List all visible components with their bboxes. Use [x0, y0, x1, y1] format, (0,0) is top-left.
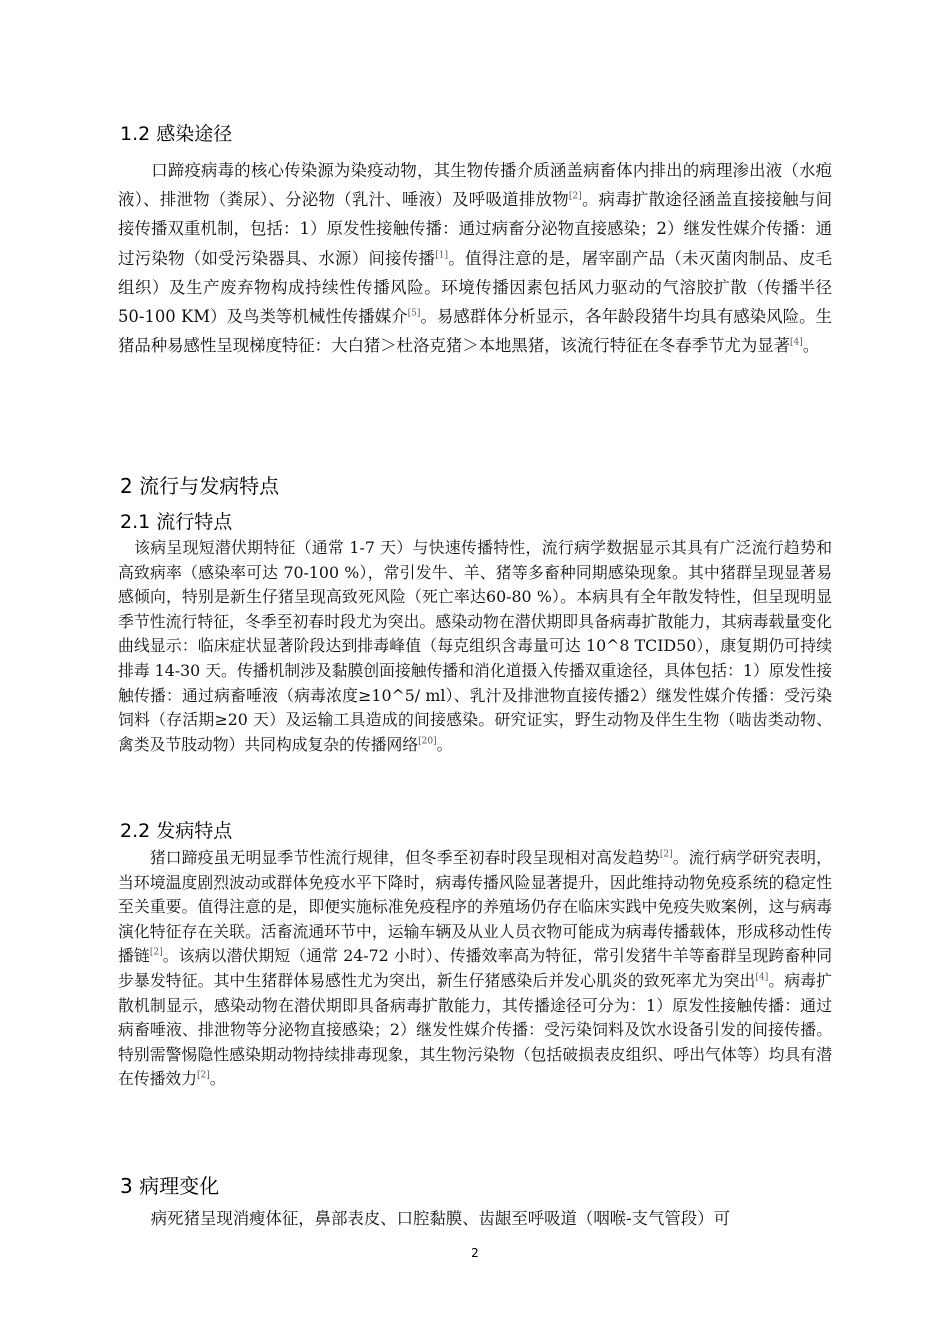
text-run: 。值得注意的是，屠宰副产品（未灭菌肉制品、皮毛组织）及生产废弃物构成持续性传播风险。环境传播因素包括风力驱动的气溶胶扩散（传播半径 50-100 KM）及鸟类等机械性传播媒介: [118, 248, 833, 327]
section-1-2-heading: 1.2 感染途径: [120, 123, 233, 145]
citation-marker: [1]: [435, 250, 448, 261]
text-run: 。病毒扩散机制显示，感染动物在潜伏期即具备病毒扩散能力，其传播途径可分为：1）原发性接触传播：通过病畜唾液、排泄物等分泌物直接感染；2）继发性媒介传播：受污染饲料及饮水设备引发的间接传播。特别需警惕隐性感染期动物持续排毒现象，其生物污染物（包括破损表皮组织、呼出气体等）均具有潜在传播效力: [118, 970, 832, 1089]
text-run: 该病呈现短潜伏期特征（通常 1-7 天）与快速传播特性，流行病学数据显示其具有广泛流行趋势和高致病率（感染率可达 70-100 %），常引发牛、羊、猪等多畜种同期感染现象。其中猪群呈现显著易感倾向，特别是新生仔猪呈现高致死风险（死亡率达60-80 %）。本病具有全年散发特性，但呈现明显季节性流行特征，冬季至初春时段尤为突出。感染动物在潜伏期即具备病毒扩散能力，其病毒载量变化曲线显示：临床症状显著阶段达到排毒峰值（每克组织含毒量可达 10^8 TCID50），康复期仍可持续排毒 14-30 天。传播机制涉及黏膜创面接触传播和消化道摄入传播双重途径，具体包括：1）原发性接触传播：通过病畜唾液（病毒浓度≥10^5/ ml）、乳汁及排泄物直接传播2）继发性媒介传播：受污染饲料（存活期≥20 天）及运输工具造成的间接感染。研究证实，野生动物及伴生生物（啮齿类动物、禽类及节肢动物）共同构成复杂的传播网络: [118, 538, 832, 754]
section-2-1-paragraph: [118, 536, 832, 757]
text-run: 。: [802, 336, 820, 356]
citation-marker: [4]: [755, 972, 769, 983]
section-2-2-paragraph: [118, 846, 832, 1092]
page-number: 2: [471, 1246, 479, 1260]
section-2-2-heading: 2.2 发病特点: [120, 820, 233, 842]
section-1-2-paragraph: [118, 156, 832, 360]
text-run: 口蹄疫病毒的核心传染源为染疫动物，其生物传播介质涵盖病畜体内排出的病理渗出液（水疱液）、排泄物（粪尿）、分泌物（乳汁、唾液）及呼吸道排放物: [118, 161, 832, 210]
citation-marker: [5]: [407, 308, 421, 319]
text-run: 猪口蹄疫虽无明显季节性流行规律，但冬季至初春时段呈现相对高发趋势: [118, 848, 660, 867]
text-run: 。该病以潜伏期短（通常 24-72 小时）、传播效率高为特征，常引发猪牛羊等畜群呈现跨畜种同步暴发特征。其中生猪群体易感性尤为突出，新生仔猪感染后并发心肌炎的致死率尤为突出: [118, 946, 832, 990]
citation-marker: [4]: [790, 337, 803, 348]
section-2-heading: 2 流行与发病特点: [120, 474, 280, 498]
text-run: 。: [436, 734, 453, 754]
section-2-1-heading: 2.1 流行特点: [120, 511, 233, 533]
citation-marker: [2]: [197, 1071, 210, 1082]
text-run: 。: [209, 1069, 226, 1089]
text-run: 。易感群体分析显示，各年龄段猪牛均具有感染风险。生猪品种易感性呈现梯度特征：大白猪＞杜洛克猪＞本地黑猪，该流行特征在冬春季节尤为显著: [118, 307, 832, 356]
text-run: 。病毒扩散途径涵盖直接接触与间接传播双重机制，包括：1）原发性接触传播：通过病畜分泌物直接感染；2）继发性媒介传播：通过污染物（如受污染器具、水源）间接传播: [118, 190, 832, 268]
text-run: 病死猪呈现消瘦体征，鼻部表皮、口腔黏膜、齿龈至呼吸道（咽喉-支气管段）可: [118, 1209, 730, 1228]
text-run: 。流行病学研究表明，当环境温度剧烈波动或群体免疫水平下降时，病毒传播风险显著提升，因此维持动物免疫系统的稳定性至关重要。值得注意的是，即便实施标准免疫程序的养殖场仍存在临床实践中免疫失败案例，这与病毒演化特征存在关联。活畜流通环节中，运输车辆及从业人员衣物可能成为病毒传播载体，形成移动性传播链: [118, 848, 832, 966]
section-3-heading: 3 病理变化: [120, 1174, 220, 1198]
citation-marker: [2]: [568, 191, 582, 202]
section-3-paragraph: [118, 1204, 832, 1233]
citation-marker: [2]: [659, 849, 673, 860]
citation-marker: [2]: [149, 948, 163, 959]
citation-marker: [20]: [418, 736, 437, 747]
